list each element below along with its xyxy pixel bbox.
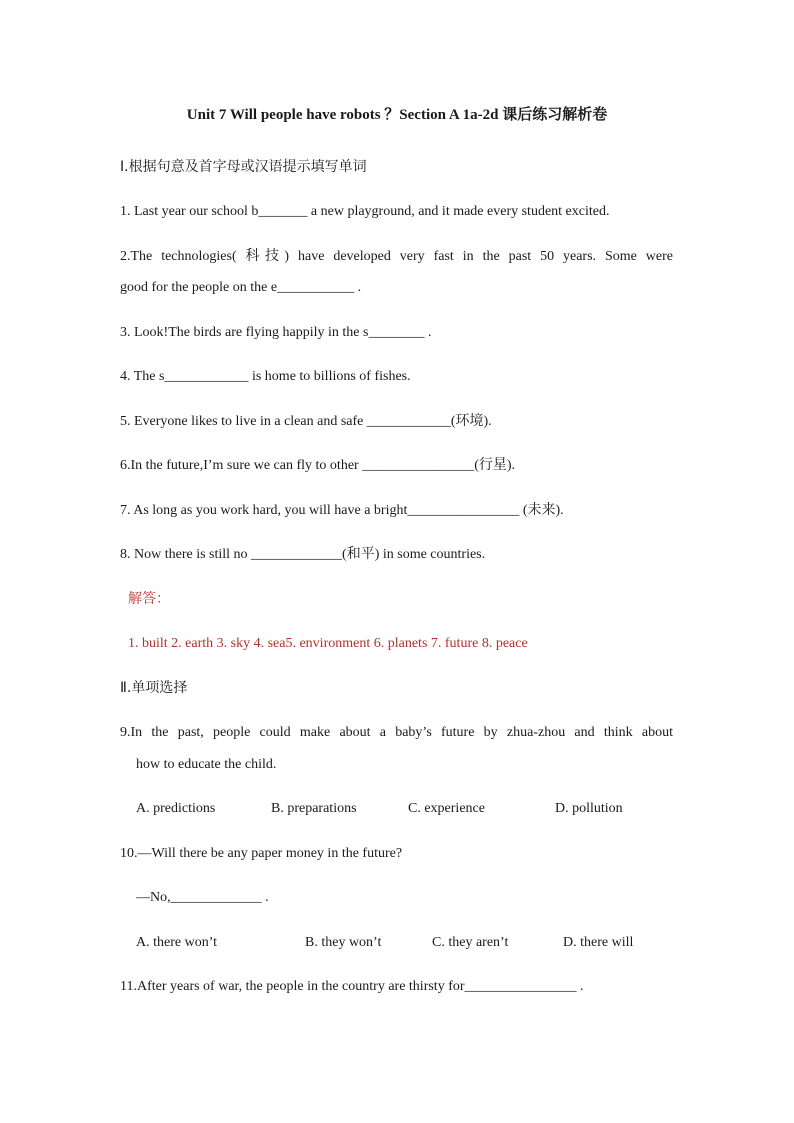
question-11: 11.After years of war, the people in the country are thirsty for________________ . [120, 979, 584, 994]
document-title: Unit 7 Will people have robots ？Section A 1a-2d 课后练习解析卷 [186, 107, 608, 123]
question-6: 6.In the future,I’m sure we can fly to other ________________(行星). [120, 458, 516, 473]
question-5: 5. Everyone likes to live in a clean and safe ____________(环境). [120, 414, 492, 429]
section-heading-fill-in: Ⅰ.根据句意及首字母或汉语提示填写单词 [120, 159, 367, 175]
question-2-line-2: good for the people on the e___________ . [120, 280, 362, 295]
question-7: 7. As long as you work hard, you will have a bright________________ (未来). [120, 503, 564, 518]
option-b: B. preparations [271, 801, 357, 816]
question-9-line-1: 9.In the past, people could make about a baby’s future by zhua-zhou and think about [120, 725, 673, 740]
option-c: C. experience [408, 801, 485, 816]
question-10-line-2: —No,_____________ . [136, 890, 269, 905]
option-a: A. there won’t [136, 935, 217, 950]
section-heading-multiple-choice: Ⅱ.单项选择 [120, 680, 188, 696]
question-8: 8. Now there is still no _____________(和平) in some countries. [120, 547, 486, 562]
question-1: 1. Last year our school b_______ a new playground, and it made every student excited. [120, 204, 610, 219]
answer-key: 1. built 2. earth 3. sky 4. sea5. environment 6. planets 7. future 8. peace [128, 636, 528, 651]
answer-label: 解答： [128, 591, 170, 607]
question-4: 4. The s____________ is home to billions of fishes. [120, 369, 411, 384]
option-d: D. there will [563, 935, 634, 950]
question-2-line-1: 2.The technologies( 科技) have developed very fast in the past 50 years. Some were [120, 249, 673, 264]
option-c: C. they aren’t [432, 935, 509, 950]
question-3: 3. Look!The birds are flying happily in the s________ . [120, 325, 432, 340]
option-a: A. predictions [136, 801, 216, 816]
question-9-line-2: how to educate the child. [136, 757, 277, 772]
option-d: D. pollution [555, 801, 623, 816]
question-10-line-1: 10.—Will there be any paper money in the future? [120, 846, 403, 861]
option-b: B. they won’t [305, 935, 382, 950]
